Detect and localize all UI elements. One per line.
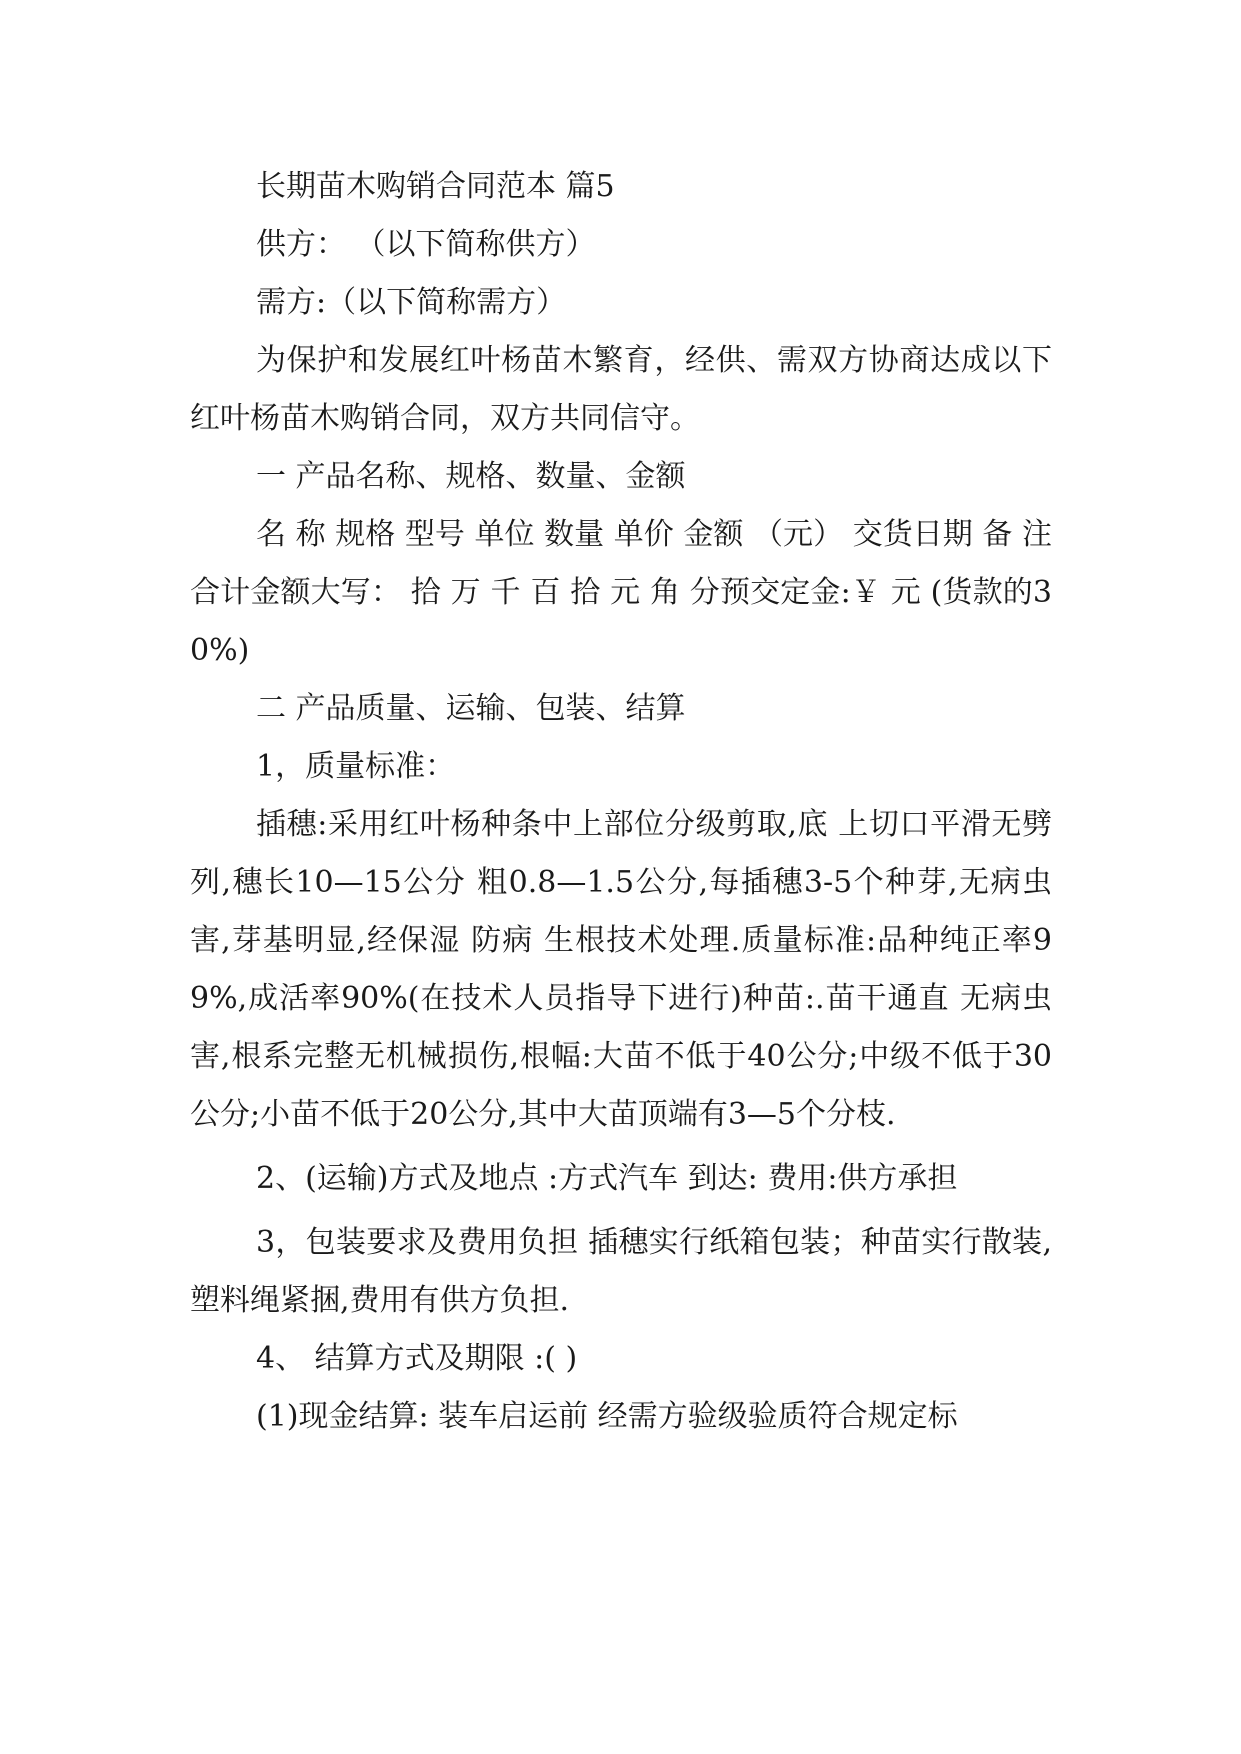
section-2-heading: 二 产品质量、运输、包装、结算 [256, 691, 686, 726]
cash-settlement-paragraph: (1)现金结算: 装车启运前 经需方验级验质符合规定标 [256, 1399, 958, 1434]
product-table-text: 名 称 规格 型号 单位 数量 单价 金额 （元） 交货日期 备 注合计金额大写： 拾 万 千 百 拾 元 角 分预交定金:￥ 元 (货款的30%) [190, 517, 1052, 668]
transport-paragraph: 2、(运输)方式及地点 :方式汽车 到达: 费用:供方承担 [256, 1161, 958, 1196]
contract-title: 长期苗木购销合同范本 篇5 [256, 169, 615, 204]
intro-paragraph: 为保护和发展红叶杨苗木繁育，经供、需双方协商达成以下红叶杨苗木购销合同，双方共同信守。 [190, 343, 1052, 436]
buyer-line: 需方:（以下简称需方） [256, 285, 567, 320]
quality-standard-paragraph: 插穗:采用红叶杨种条中上部位分级剪取,底 上切口平滑无劈列,穗长10—15公分 粗0.8—1.5公分,每插穗3-5个种芽,无病虫害,芽基明显,经保湿 防病 生根技术处理.质量标准:品种纯正率99%,成活率90%(在技术人员指导下进行)种苗:.苗干通直 无病虫害,根系完整无机械损伤,根幅:大苗不低于40公分;中级不低于30公分;小苗不低于20公分,其中大苗顶端有3—5个分枝. [190, 807, 1052, 1132]
settlement-heading: 4、 结算方式及期限 :( ) [256, 1341, 578, 1376]
document-body [190, 158, 1052, 1446]
supplier-line: 供方： （以下简称供方） [256, 227, 596, 262]
quality-standard-heading: 1，质量标准： [256, 749, 456, 784]
packaging-paragraph: 3，包装要求及费用负担 插穗实行纸箱包装；种苗实行散装,塑料绳紧捆,费用有供方负担. [190, 1225, 1052, 1318]
section-1-heading: 一 产品名称、规格、数量、金额 [256, 459, 686, 494]
